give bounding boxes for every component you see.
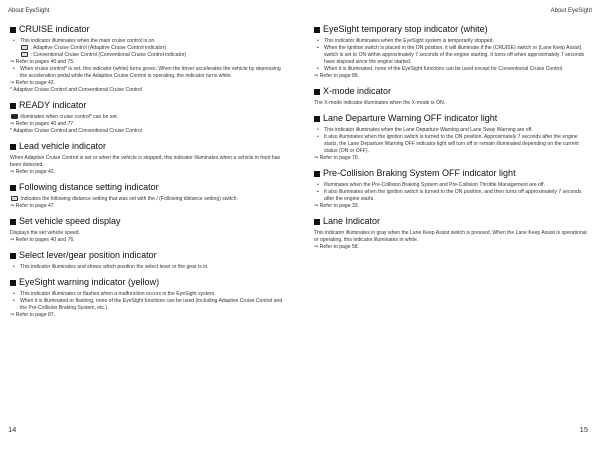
section-square-icon bbox=[314, 89, 320, 95]
line-text: When cruise control* is set, this indicator (white) turns green. When the driver accelerates the vehicle by depressing the acceleration pedal while the Adaptive Cruise Control is operating, the indicator turns white. bbox=[20, 66, 281, 79]
running-head: About EyeSight bbox=[550, 8, 592, 14]
text-line bbox=[314, 182, 590, 189]
section-title-text: Lane Departure Warning OFF indicator light bbox=[323, 113, 498, 123]
text-line bbox=[10, 298, 288, 312]
text-line bbox=[10, 230, 288, 237]
section-title bbox=[314, 216, 590, 227]
line-text: This indicator illuminates when the Lane Departure Warning and Lane Sway Warning are off. bbox=[324, 127, 533, 133]
line-text: Indicates the following distance setting that was set with the / (Following distance setting) switch. bbox=[20, 196, 238, 202]
line-text: The X-mode indicator illuminates when the X-mode is ON. bbox=[314, 100, 446, 106]
section-lines bbox=[314, 182, 590, 210]
section-title-text: Lane Indicator bbox=[323, 216, 381, 226]
page-reference bbox=[10, 203, 288, 210]
section-title-text: EyeSight temporary stop indicator (white) bbox=[323, 24, 488, 34]
section-title-text: Select lever/gear position indicator bbox=[19, 250, 157, 260]
text-line bbox=[314, 127, 590, 134]
section-title-text: Pre-Collision Braking System OFF indicator light bbox=[323, 168, 516, 178]
cruise-acc-icon bbox=[21, 45, 28, 50]
line-text: : Adaptive Cruise Control (Adaptive Cruise Control indicator) bbox=[30, 45, 167, 51]
section-square-icon bbox=[314, 116, 320, 122]
section bbox=[10, 277, 288, 319]
text-line bbox=[10, 45, 288, 52]
cruise-conv-icon bbox=[21, 52, 28, 57]
line-text: ⇒ Refer to pages 40 and 75. bbox=[10, 59, 75, 65]
section bbox=[314, 168, 590, 210]
section bbox=[10, 100, 288, 135]
text-line bbox=[10, 196, 288, 203]
page-reference bbox=[10, 237, 288, 244]
section bbox=[10, 216, 288, 244]
section-lines bbox=[10, 155, 288, 176]
line-text: It also illuminates when the ignition switch is turned to the ON position, and then turns off approximately 7 seconds after the engine starts. bbox=[324, 189, 582, 202]
section bbox=[10, 141, 288, 176]
section-title-text: Set vehicle speed display bbox=[19, 216, 121, 226]
section-lines bbox=[314, 100, 590, 107]
line-text: ⇒ Refer to page 47. bbox=[10, 203, 56, 209]
text-line bbox=[314, 38, 590, 45]
page-content bbox=[10, 24, 288, 325]
section-lines bbox=[10, 264, 288, 271]
section bbox=[10, 24, 288, 94]
line-text: ⇒ Refer to page 70. bbox=[314, 155, 360, 161]
line-text: This indicator illuminates when the main cruise control is on. bbox=[20, 38, 156, 44]
line-text: ⇒ Refer to pages 40 and 76. bbox=[10, 237, 75, 243]
text-line bbox=[10, 52, 288, 59]
section bbox=[10, 182, 288, 210]
section-title-text: EyeSight warning indicator (yellow) bbox=[19, 277, 160, 287]
line-text: * Adaptive Cruise Control and Conventional Cruise Control bbox=[10, 87, 142, 93]
section-lines bbox=[10, 291, 288, 319]
page-reference bbox=[10, 169, 288, 176]
text-line bbox=[10, 128, 288, 135]
section-square-icon bbox=[314, 171, 320, 177]
section-title bbox=[314, 24, 590, 35]
page-number: 15 bbox=[579, 425, 588, 434]
page-reference bbox=[314, 203, 590, 210]
line-text: * Adaptive Cruise Control and Conventional Cruise Control bbox=[10, 128, 142, 134]
line-text: This indicator illuminates and shows which position the select lever or the gear is in. bbox=[20, 264, 209, 270]
line-text: ⇒ Refer to page 89. bbox=[314, 73, 360, 79]
section-lines bbox=[10, 38, 288, 94]
text-line bbox=[314, 189, 590, 203]
right-page bbox=[300, 0, 600, 450]
section bbox=[10, 250, 288, 271]
text-line bbox=[314, 66, 590, 73]
section bbox=[314, 86, 590, 107]
text-line bbox=[314, 230, 590, 244]
line-text: ⇒ Refer to page 33. bbox=[314, 203, 360, 209]
section-square-icon bbox=[10, 27, 16, 33]
line-text: Illuminates when the Pre-Collision Braking System and Pre-Collision Throttle Management are off. bbox=[324, 182, 545, 188]
text-line bbox=[314, 45, 590, 66]
page-number: 14 bbox=[8, 425, 17, 434]
page-reference bbox=[10, 59, 288, 66]
line-text: Displays the set vehicle speed. bbox=[10, 230, 80, 236]
line-text: : Conventional Cruise Control (Conventional Cruise Control indicator) bbox=[30, 52, 187, 58]
section-title-text: READY indicator bbox=[19, 100, 87, 110]
line-text: This indicator illuminates when the EyeSight system is temporarily stopped. bbox=[324, 38, 494, 44]
text-line bbox=[10, 87, 288, 94]
page-reference bbox=[10, 121, 288, 128]
section-lines bbox=[10, 114, 288, 135]
section-square-icon bbox=[314, 219, 320, 225]
line-text: It also illuminates when the ignition switch is turned to the ON position. Approximately 7 seconds after the engine starts, the Lane Departure Warning OFF indicator light will turn off or remain illuminated depending on the current status (ON or OFF). bbox=[324, 134, 579, 154]
ready-icon bbox=[11, 114, 18, 119]
section-lines bbox=[10, 196, 288, 210]
section bbox=[314, 216, 590, 251]
line-text: ⇒ Refer to page 42. bbox=[10, 169, 56, 175]
section-title-text: Following distance setting indicator bbox=[19, 182, 159, 192]
section-title-text: X-mode indicator bbox=[323, 86, 392, 96]
line-text: When Adaptive Cruise Control is set or when the vehicle is stopped, this indicator illuminates when a vehicle in front has been detected. bbox=[10, 155, 281, 168]
section-title bbox=[314, 168, 590, 179]
line-text: ⇒ Refer to page 58. bbox=[314, 244, 360, 250]
page-reference bbox=[10, 312, 288, 319]
section-title-text: Lead vehicle indicator bbox=[19, 141, 107, 151]
distance-icons bbox=[11, 196, 18, 201]
text-line bbox=[10, 66, 288, 80]
page-content bbox=[314, 24, 590, 257]
text-line bbox=[10, 155, 288, 169]
section-square-icon bbox=[10, 219, 16, 225]
line-text: When it is illuminated or flashing, none of the EyeSight functions can be used (including Adaptive Cruise Control and the Pre-Collision Braking System, etc.). bbox=[20, 298, 283, 311]
section-title bbox=[314, 86, 590, 97]
section-title bbox=[10, 182, 288, 193]
section-square-icon bbox=[314, 27, 320, 33]
section-square-icon bbox=[10, 144, 16, 150]
section bbox=[314, 113, 590, 162]
section-title-text: CRUISE indicator bbox=[19, 24, 90, 34]
line-text: illuminates when cruise control* can be set. bbox=[20, 114, 119, 120]
text-line bbox=[10, 114, 288, 121]
text-line bbox=[10, 38, 288, 45]
page-reference bbox=[314, 244, 590, 251]
section-title bbox=[10, 24, 288, 35]
section-square-icon bbox=[10, 280, 16, 286]
section-lines bbox=[314, 38, 590, 80]
line-text: ⇒ Refer to pages 40 and 77. bbox=[10, 121, 75, 127]
section-title bbox=[10, 250, 288, 261]
text-line bbox=[10, 291, 288, 298]
running-head: About EyeSight bbox=[8, 8, 50, 14]
text-line bbox=[314, 100, 590, 107]
section bbox=[314, 24, 590, 80]
page-reference bbox=[314, 155, 590, 162]
section-title bbox=[314, 113, 590, 124]
section-square-icon bbox=[10, 185, 16, 191]
section-title bbox=[10, 277, 288, 288]
line-text: ⇒ Refer to page 87. bbox=[10, 312, 56, 318]
section-lines bbox=[314, 127, 590, 162]
line-text: When it is illuminated, none of the EyeSight functions can be used except for Conventional Cruise Control. bbox=[324, 66, 564, 72]
section-lines bbox=[10, 230, 288, 244]
section-square-icon bbox=[10, 253, 16, 259]
section-title bbox=[10, 216, 288, 227]
text-line bbox=[10, 264, 288, 271]
line-text: This indicator illuminates in gray when the Lane Keep Assist switch is pressed. When the Lane Keep Assist is operational or operating, this indicator illuminates in white. bbox=[314, 230, 587, 243]
page-reference bbox=[10, 80, 288, 87]
line-text: This indicator illuminates or flashes when a malfunction occurs in the EyeSight system. bbox=[20, 291, 216, 297]
line-text: ⇒ Refer to page 42. bbox=[10, 80, 56, 86]
section-lines bbox=[314, 230, 590, 251]
section-title bbox=[10, 141, 288, 152]
line-text: When the ignition switch is placed in the ON position, it will illuminate if the (CRUISE) switch or (Lane Keep Assist) switch is set to ON within approximately 7 seconds of the engine starting. It turns off when approximately 7 seconds have elapsed since the engine started. bbox=[324, 45, 585, 65]
section-square-icon bbox=[10, 103, 16, 109]
section-title bbox=[10, 100, 288, 111]
page-reference bbox=[314, 73, 590, 80]
text-line bbox=[314, 134, 590, 155]
